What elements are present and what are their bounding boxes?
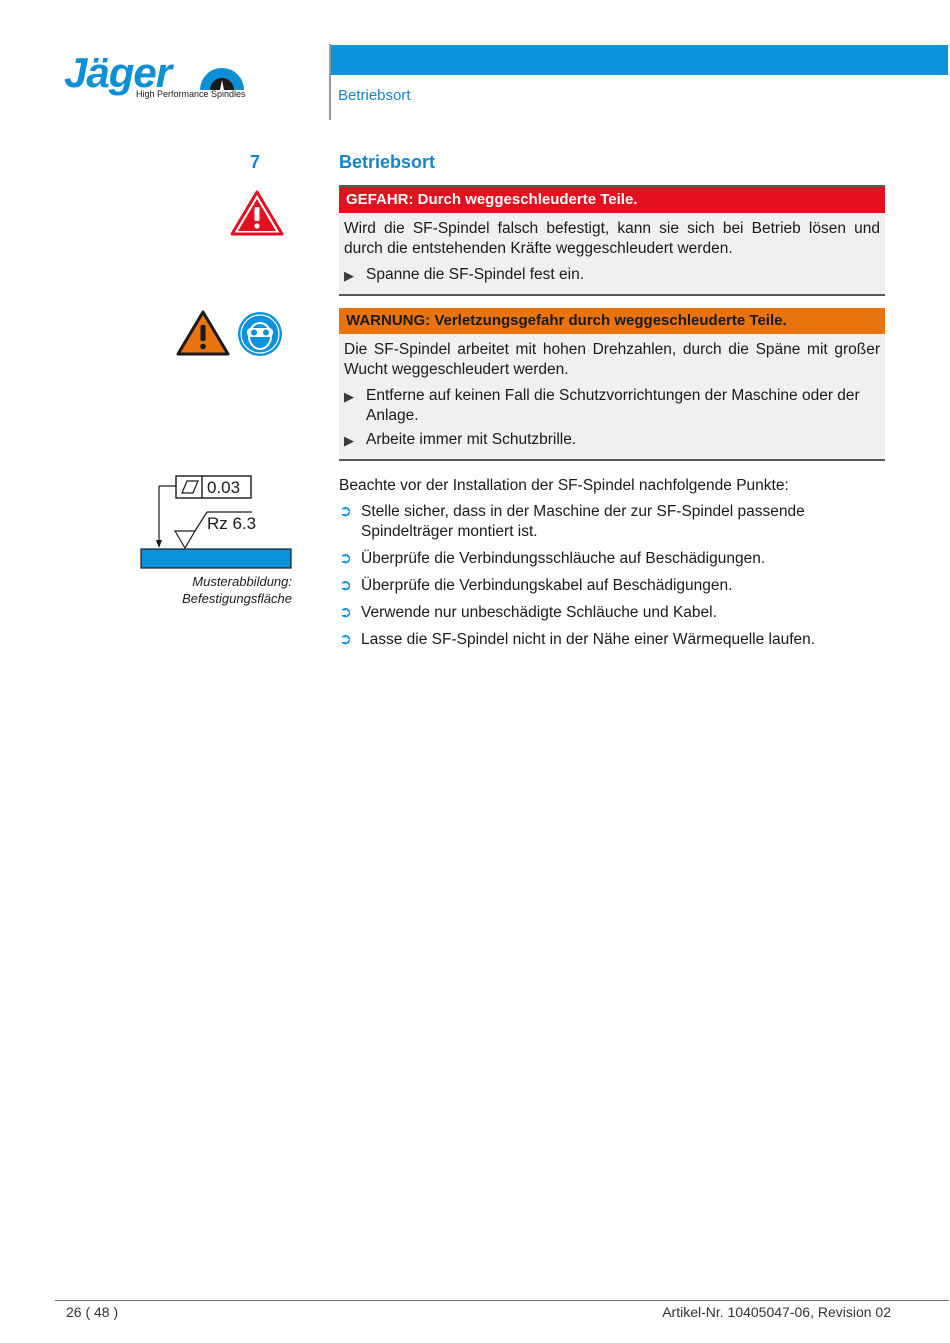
logo-spindle-icon [198, 62, 246, 90]
step-arrow-icon: ▶ [344, 433, 354, 448]
arrow-right-icon: ➲ [339, 604, 352, 621]
flatness-tolerance-value: 0.03 [207, 478, 241, 497]
checklist [339, 502, 885, 657]
warning-step-text: Entferne auf keinen Fall die Schutzvorrichtungen der Maschine oder der Anlage. [366, 387, 860, 424]
logo-tagline: High Performance Spindles [136, 89, 246, 99]
article-number: Artikel-Nr. 10405047-06, Revision 02 [662, 1304, 891, 1320]
list-item [339, 549, 885, 569]
danger-notice [339, 185, 885, 296]
arrow-right-icon: ➲ [339, 577, 352, 594]
list-item [339, 502, 885, 542]
header-section-title: Betriebsort [338, 87, 411, 104]
page-number: 26 ( 48 ) [66, 1304, 119, 1320]
header-bar [331, 45, 948, 75]
list-item-text: Lasse die SF-Spindel nicht in der Nähe einer Wärmequelle laufen. [361, 631, 816, 648]
warning-step [344, 386, 880, 426]
warning-triangle-red-icon [229, 189, 285, 237]
list-item [339, 603, 885, 623]
list-item-text: Überprüfe die Verbindungskabel auf Beschädigungen. [361, 577, 733, 594]
list-item [339, 630, 885, 650]
warning-step-text: Arbeite immer mit Schutzbrille. [366, 431, 577, 448]
warning-step [344, 430, 880, 451]
danger-step [344, 265, 880, 286]
danger-title: GEFAHR: Durch weggeschleuderte Teile. [339, 187, 885, 213]
step-arrow-icon: ▶ [344, 389, 354, 404]
figure-caption-line: Musterabbildung: [192, 574, 292, 589]
danger-step-text: Spanne die SF-Spindel fest ein. [366, 266, 584, 283]
company-logo [64, 49, 254, 108]
list-item-text: Verwende nur unbeschädigte Schläuche und Kabel. [361, 604, 717, 621]
list-item-text: Überprüfe die Verbindungsschläuche auf Beschädigungen. [361, 550, 766, 567]
warning-triangle-icon [175, 309, 231, 357]
checklist-intro: Beachte vor der Installation der SF-Spindel nachfolgende Punkte: [339, 477, 789, 494]
step-arrow-icon: ▶ [344, 268, 354, 283]
figure-caption [140, 573, 292, 607]
danger-text: Wird die SF-Spindel falsch befestigt, kann sie sich bei Betrieb lösen und durch die entstehenden Kräfte weggeschleudert werden. [344, 220, 880, 257]
surface-roughness-value: Rz 6.3 [207, 514, 257, 533]
warning-title: WARNUNG: Verletzungsgefahr durch weggeschleuderte Teile. [339, 308, 885, 334]
chapter-title: Betriebsort [339, 152, 436, 172]
logo-wordmark: Jäger [64, 49, 172, 96]
list-item [339, 576, 885, 596]
chapter-number: 7 [249, 152, 260, 172]
wear-eye-protection-icon [236, 310, 284, 358]
warning-notice [339, 308, 885, 461]
warning-text: Die SF-Spindel arbeitet mit hohen Drehzahlen, durch die Späne mit großer Wucht weggeschleudert werden. [344, 341, 880, 378]
arrow-right-icon: ➲ [339, 503, 352, 520]
figure-caption-line: Befestigungsfläche [182, 591, 292, 606]
arrow-right-icon: ➲ [339, 550, 352, 567]
arrow-right-icon: ➲ [339, 631, 352, 648]
list-item-text: Stelle sicher, dass in der Maschine der zur SF-Spindel passende Spindelträger montiert ist. [361, 503, 805, 540]
footer-divider [55, 1300, 949, 1301]
